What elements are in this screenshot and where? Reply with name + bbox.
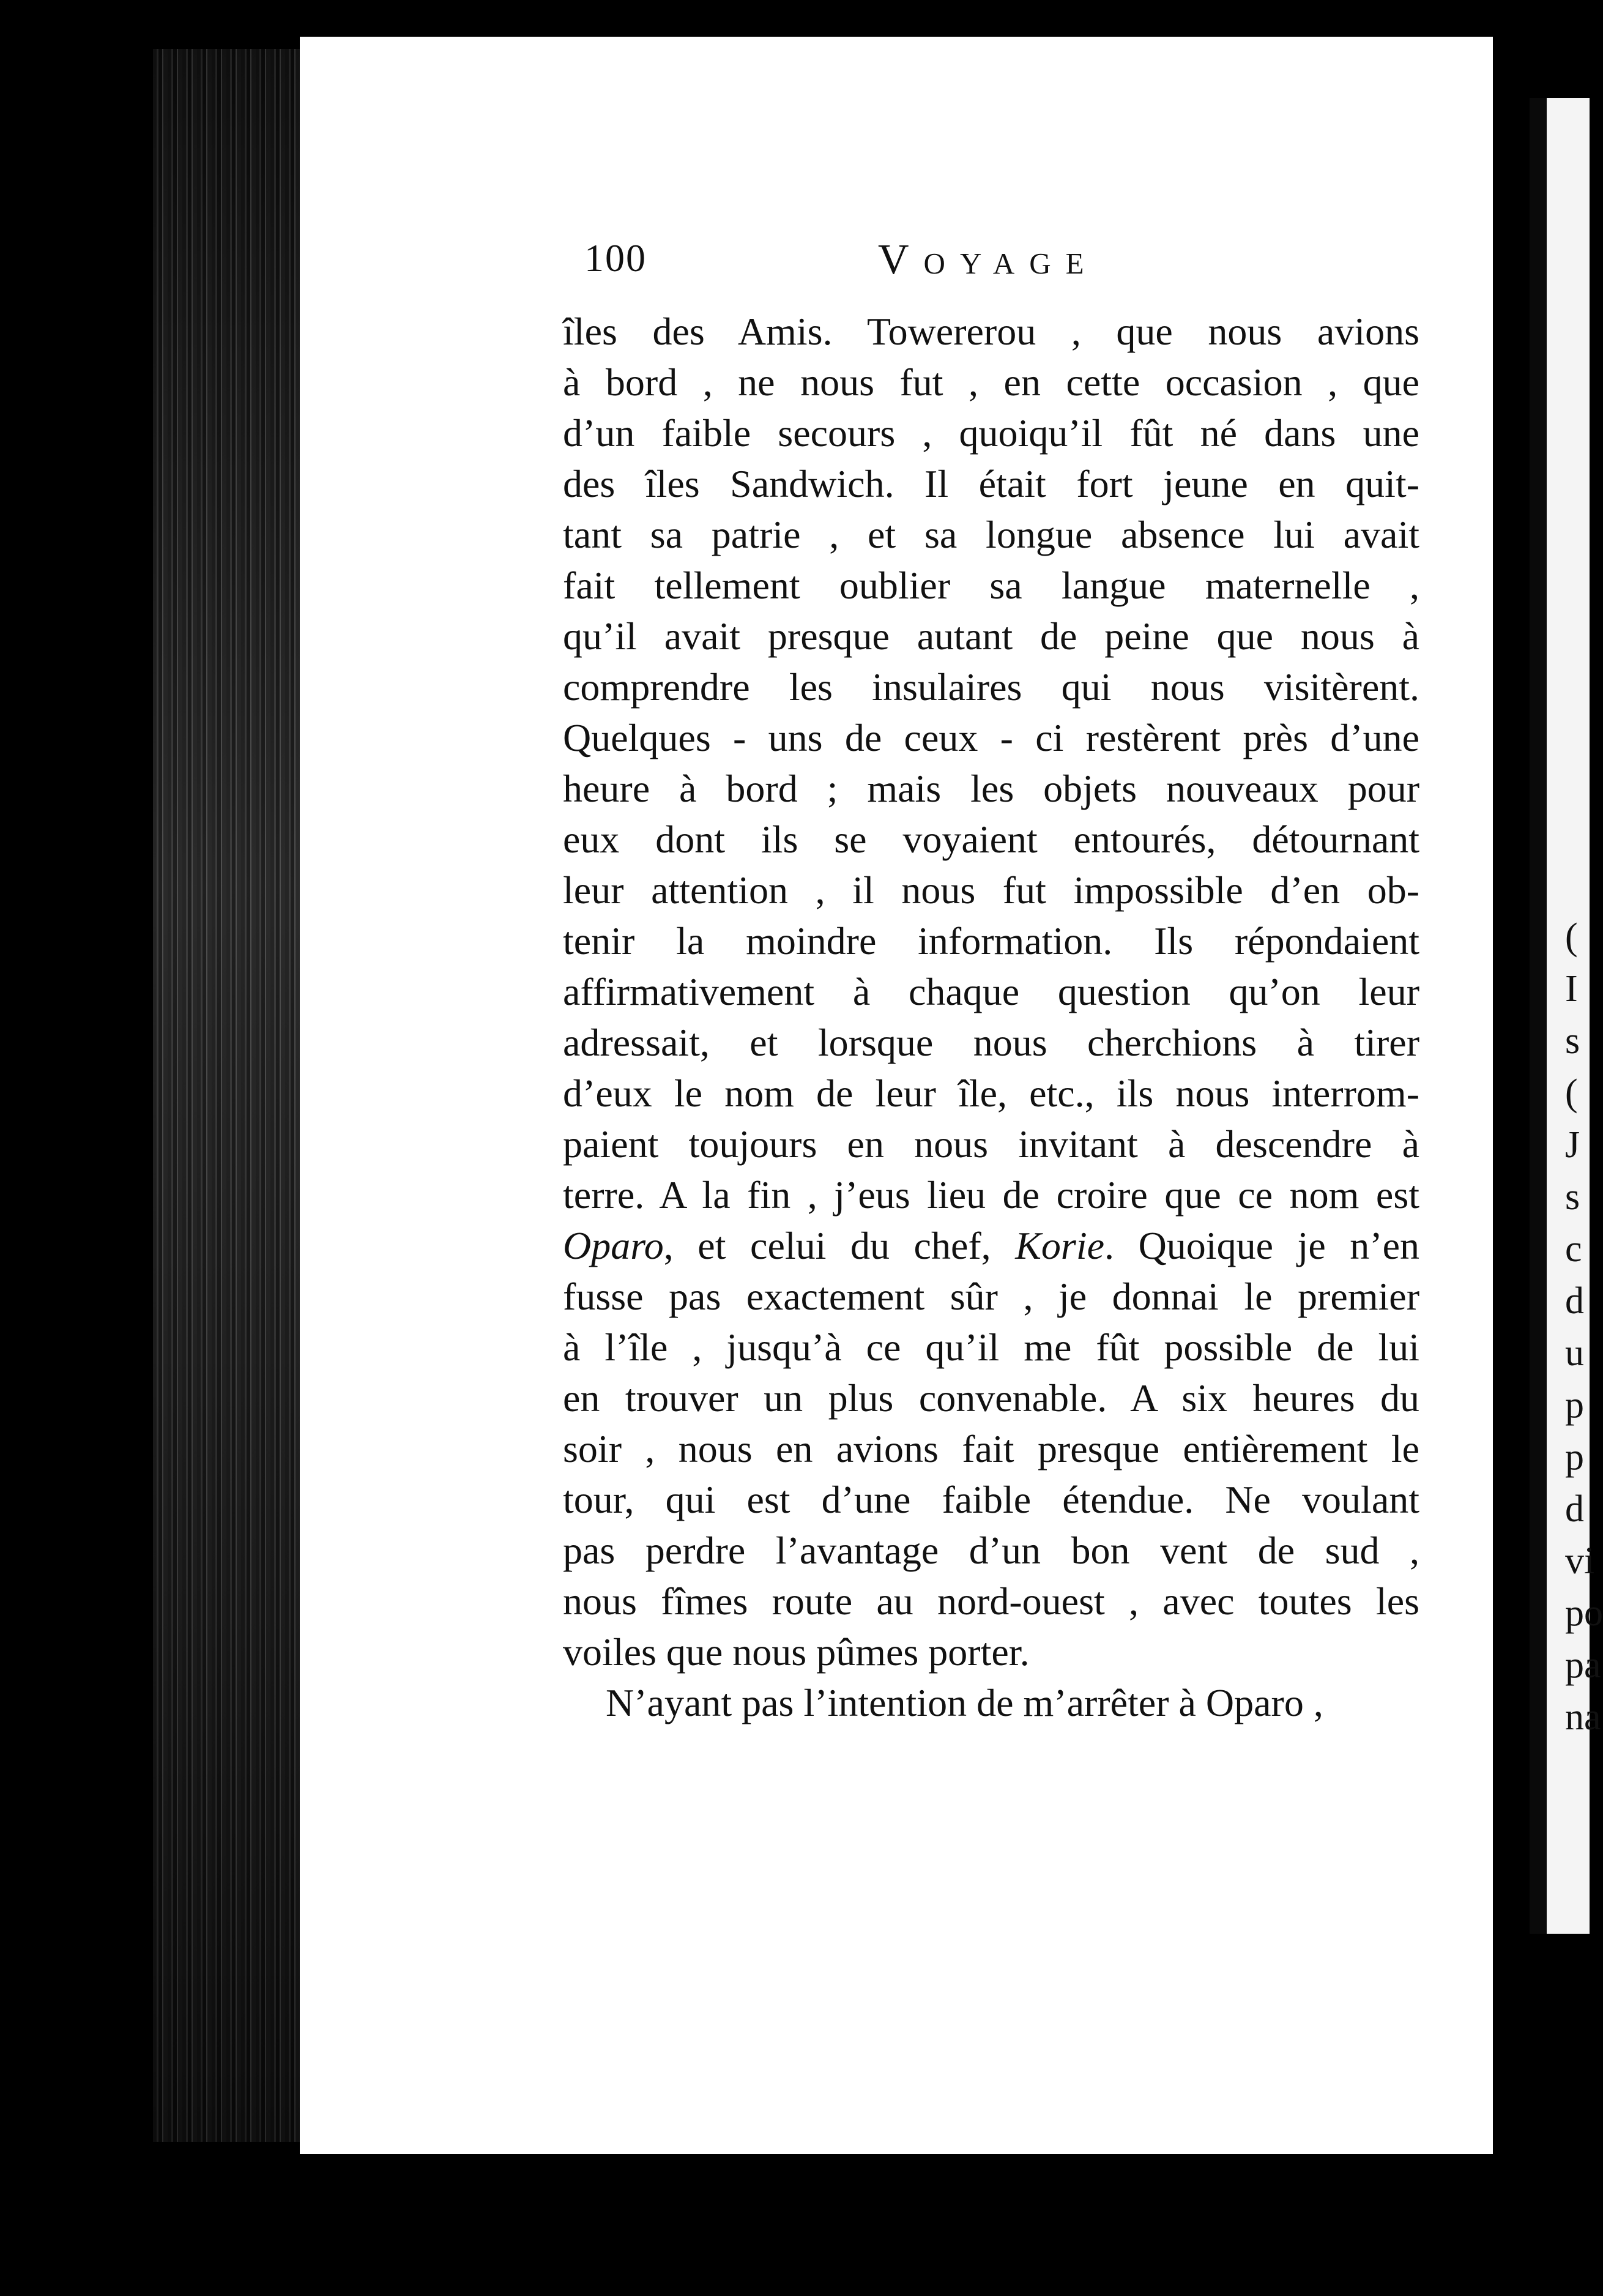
text-line: heure à bord ; mais les objets nouveaux pour — [563, 767, 1419, 810]
facing-fragment: ( — [1565, 916, 1578, 958]
text-line: terre. A la fin , j’eus lieu de croire que ce nom est — [563, 1173, 1419, 1217]
text-line: leur attention , il nous fut impossible d’en ob- — [563, 868, 1419, 912]
text-line: paient toujours en nous invitant à descendre à — [563, 1122, 1419, 1166]
facing-fragment: s — [1565, 1176, 1580, 1218]
paragraph-start-line: N’ayant pas l’intention de m’arrêter à Oparo , — [606, 1681, 1323, 1724]
facing-fragment: p — [1565, 1384, 1584, 1426]
body-text — [563, 306, 1419, 1728]
facing-fragment: u — [1565, 1332, 1584, 1374]
text-line: à l’île , jusqu’à ce qu’il me fût possible de lui — [563, 1325, 1419, 1369]
facing-fragment: na — [1565, 1696, 1601, 1738]
facing-fragment: c — [1565, 1228, 1582, 1270]
text-line: affirmativement à chaque question qu’on leur — [563, 970, 1419, 1013]
text-line: nous fîmes route au nord-ouest , avec toutes les — [563, 1579, 1419, 1623]
page-header — [584, 236, 1214, 291]
facing-fragment: s — [1565, 1020, 1580, 1062]
island-name: Oparo — [563, 1224, 664, 1267]
facing-fragment: ( — [1565, 1072, 1578, 1114]
facing-fragment: po — [1565, 1592, 1603, 1634]
text-line: soir , nous en avions fait presque entièrement le — [563, 1427, 1419, 1470]
page-edge-shadow — [153, 49, 303, 2142]
page-number: 100 — [584, 236, 647, 280]
facing-fragment: d — [1565, 1280, 1584, 1322]
text-line: voiles que nous pûmes porter. — [563, 1630, 1030, 1674]
text-span: , et celui du chef, — [663, 1224, 1016, 1267]
facing-fragment: vi — [1565, 1540, 1595, 1582]
text-line: qu’il avait presque autant de peine que nous à — [563, 614, 1419, 658]
text-line: pas perdre l’avantage d’un bon vent de sud , — [563, 1529, 1419, 1572]
text-line: en trouver un plus convenable. A six heures du — [563, 1376, 1419, 1420]
chief-name: Korie — [1015, 1224, 1105, 1267]
facing-fragment: d — [1565, 1488, 1584, 1530]
facing-fragment: p — [1565, 1436, 1584, 1478]
running-title: Voyage — [878, 236, 1099, 283]
text-line: fait tellement oublier sa langue maternelle , — [563, 564, 1419, 607]
text-line: fusse pas exactement sûr , je donnai le premier — [563, 1275, 1419, 1318]
text-line: eux dont ils se voyaient entourés, détournant — [563, 818, 1419, 861]
text-line: des îles Sandwich. Il était fort jeune en quit- — [563, 462, 1419, 505]
text-line: tenir la moindre information. Ils répondaient — [563, 919, 1419, 963]
text-line: adressait, et lorsque nous cherchions à tirer — [563, 1021, 1419, 1064]
text-line: tant sa patrie , et sa longue absence lui avait — [563, 513, 1419, 556]
text-line: d’un faible secours , quoiqu’il fût né dans une — [563, 411, 1419, 455]
text-span: . Quoique je n’en — [1104, 1224, 1420, 1267]
text-line: comprendre les insulaires qui nous visitèrent. — [563, 665, 1419, 709]
facing-fragment: J — [1565, 1124, 1580, 1166]
text-line-with-names — [563, 1220, 1419, 1271]
text-line: Quelques - uns de ceux - ci restèrent près d’une — [563, 716, 1419, 759]
text-line: à bord , ne nous fut , en cette occasion , que — [563, 360, 1419, 404]
facing-fragment: I — [1565, 968, 1578, 1010]
facing-fragment: pa — [1565, 1644, 1601, 1686]
text-line: tour, qui est d’une faible étendue. Ne voulant — [563, 1478, 1419, 1521]
text-line: d’eux le nom de leur île, etc., ils nous interrom- — [563, 1072, 1419, 1115]
text-line: îles des Amis. Towererou , que nous avions — [563, 310, 1419, 353]
